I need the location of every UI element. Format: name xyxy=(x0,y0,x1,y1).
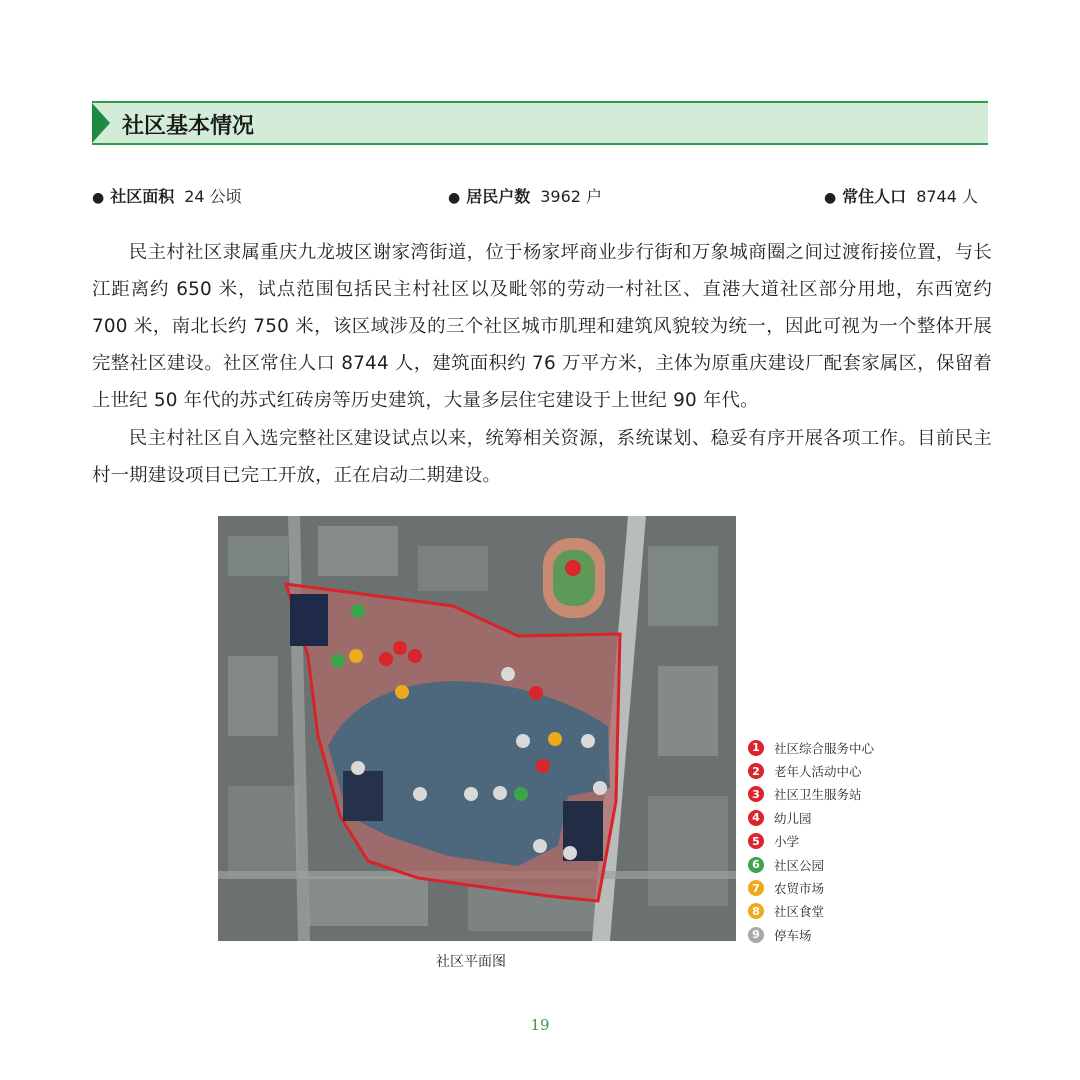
header-arrow-icon xyxy=(92,103,110,143)
legend-item xyxy=(748,759,874,782)
legend-marker-icon: 9 xyxy=(748,927,764,943)
legend-item xyxy=(748,900,874,923)
legend-label: 社区综合服务中心 xyxy=(774,740,875,756)
map-caption: 社区平面图 xyxy=(436,954,506,970)
stat-population xyxy=(824,184,978,207)
stat-value: 24 公顷 xyxy=(184,187,242,206)
legend-label: 停车场 xyxy=(774,927,812,943)
legend-marker-icon: 6 xyxy=(748,857,764,873)
body-paragraph: 民主村社区自入选完整社区建设试点以来，统筹相关资源，系统谋划、稳妥有序开展各项工作。目前民主村一期建设项目已完工开放，正在启动二期建设。 xyxy=(92,428,992,486)
stat-area xyxy=(92,184,242,207)
legend-label: 小学 xyxy=(774,834,800,850)
map-legend xyxy=(748,736,874,947)
legend-marker-icon: 4 xyxy=(748,810,764,826)
legend-item xyxy=(748,806,874,829)
community-map xyxy=(218,516,736,941)
legend-item xyxy=(748,853,874,876)
legend-label: 社区公园 xyxy=(774,857,825,873)
legend-item xyxy=(748,783,874,806)
body-paragraph: 民主村社区隶属重庆九龙坡区谢家湾街道，位于杨家坪商业步行街和万象城商圈之间过渡衔接位置，与长江距离约 650 米，试点范围包括民主村社区以及毗邻的劳动一村社区、直港大道社区部分用地，东西宽约 700 米，南北长约 750 米，该区域涉及的三个社区城市肌理和建筑风貌较为统一，因此可视为一个整体开展完整社区建设。社区常住人口 8744 人，建筑面积约 76 万平方米，主体为原重庆建设厂配套家属区，保留着上世纪 50 年代的苏式红砖房等历史建筑，大量多层住宅建设于上世纪 90 年代。 xyxy=(92,242,992,411)
legend-label: 老年人活动中心 xyxy=(774,764,862,780)
legend-marker-icon: 5 xyxy=(748,833,764,849)
stat-value: 8744 人 xyxy=(916,187,978,206)
map-image xyxy=(218,516,736,941)
stat-label: 常住人口 xyxy=(842,187,907,206)
legend-item xyxy=(748,830,874,853)
legend-marker-icon: 8 xyxy=(748,903,764,919)
legend-marker-icon: 1 xyxy=(748,740,764,756)
bullet-icon: ● xyxy=(92,190,105,206)
legend-label: 幼儿园 xyxy=(774,810,812,826)
legend-label: 社区卫生服务站 xyxy=(774,787,862,803)
stat-label: 社区面积 xyxy=(110,187,175,206)
stats-row xyxy=(92,184,988,208)
bullet-icon: ● xyxy=(448,190,461,206)
legend-label: 社区食堂 xyxy=(774,904,825,920)
legend-item xyxy=(748,923,874,946)
stat-label: 居民户数 xyxy=(466,187,531,206)
bullet-icon: ● xyxy=(823,190,837,206)
stat-households xyxy=(448,184,602,207)
legend-marker-icon: 2 xyxy=(748,763,764,779)
legend-item xyxy=(748,736,874,759)
legend-label: 农贸市场 xyxy=(774,881,825,897)
legend-item xyxy=(748,876,874,899)
section-title: 社区基本情况 xyxy=(122,114,255,139)
section-header xyxy=(92,101,988,145)
legend-marker-icon: 7 xyxy=(748,880,764,896)
stat-value: 3962 户 xyxy=(540,187,603,206)
legend-marker-icon: 3 xyxy=(748,786,764,802)
page-number: 19 xyxy=(530,1016,550,1034)
